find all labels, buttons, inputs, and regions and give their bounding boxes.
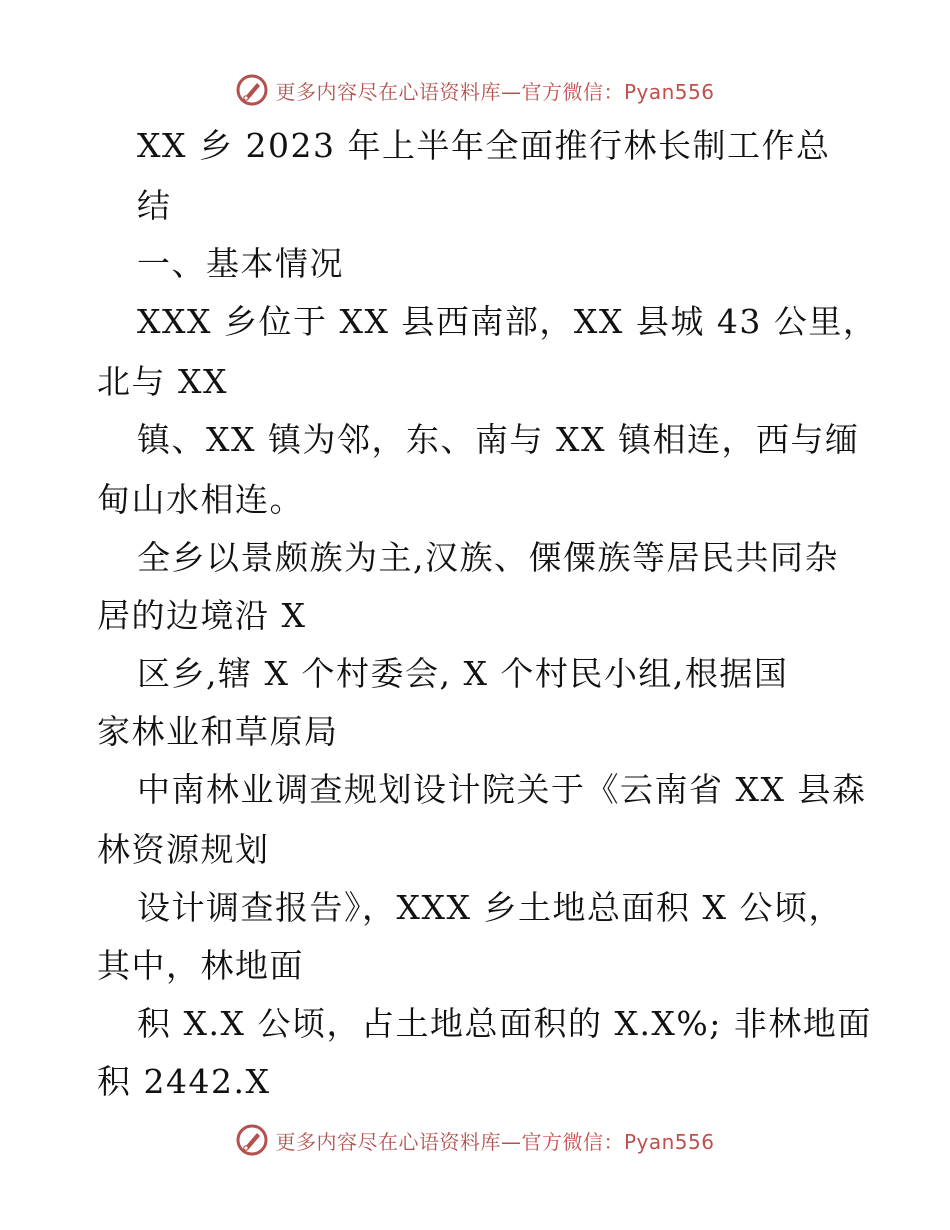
- paragraph-line: 镇、XX 镇为邻，东、南与 XX 镇相连，西与缅: [137, 420, 860, 459]
- paragraph-line: 北与 XX: [97, 362, 228, 401]
- paragraph-line: 积 X.X 公顷，占土地总面积的 X.X%; 非林地面: [137, 1004, 872, 1043]
- paragraph-line: 积 2442.X: [97, 1062, 271, 1101]
- paragraph-line: 居的边境沿 X: [97, 596, 307, 635]
- paragraph-line: XXX 乡位于 XX 县西南部，XX 县城 43 公里，: [137, 302, 878, 341]
- document-title-line2: 结: [137, 186, 172, 225]
- paragraph-line: 设计调查报告》，XXX 乡土地总面积 X 公顷，: [137, 888, 843, 927]
- section-heading: 一、基本情况: [137, 244, 344, 283]
- paragraph-line: 其中，林地面: [97, 946, 304, 985]
- paragraph-line: 林资源规划: [97, 830, 270, 869]
- paragraph-line: 甸山水相连。: [97, 480, 304, 519]
- paragraph-line: 家林业和草原局: [97, 712, 339, 751]
- paragraph-line: 中南林业调查规划设计院关于《云南省 XX 县森: [137, 770, 867, 809]
- document-title-line1: XX 乡 2023 年上半年全面推行林长制工作总: [137, 126, 831, 165]
- footer-watermark: [0, 1120, 950, 1160]
- watermark-text: 更多内容尽在心语资料库—官方微信：Pyan556: [275, 79, 715, 104]
- paragraph-line: 区乡,辖 X 个村委会, X 个村民小组,根据国: [137, 654, 789, 693]
- watermark-text: 更多内容尽在心语资料库—官方微信：Pyan556: [275, 1129, 715, 1154]
- pen-logo-icon: [235, 1123, 269, 1157]
- paragraph-line: 全乡以景颇族为主,汉族、傈僳族等居民共同杂: [137, 538, 839, 577]
